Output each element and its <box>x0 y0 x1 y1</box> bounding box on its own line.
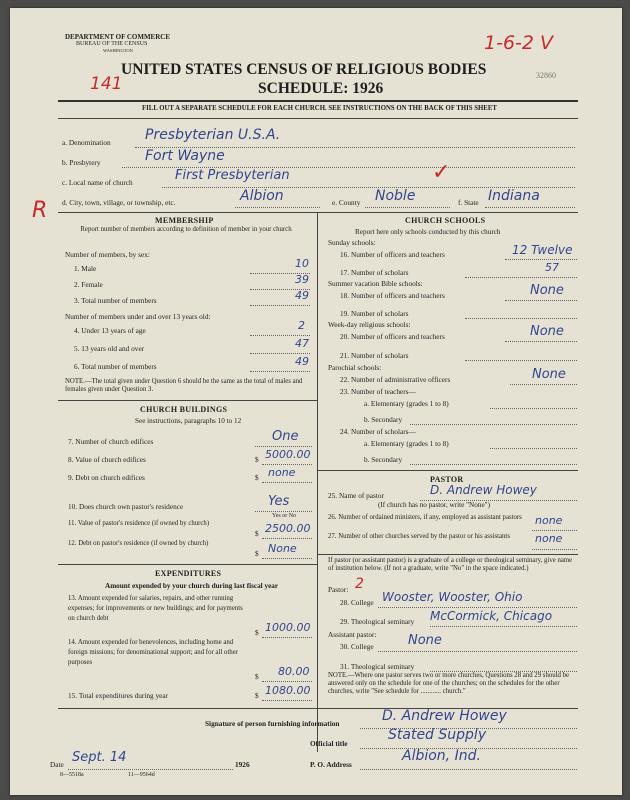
q1-value: 10 <box>295 257 309 270</box>
buildings-subheading: See instructions, paragraphs 10 to 12 <box>135 417 242 425</box>
date-value: Sept. 14 <box>72 750 127 765</box>
schedule-year: SCHEDULE: 1926 <box>258 80 384 97</box>
schools-rule <box>317 470 578 471</box>
q7-value: One <box>272 429 299 444</box>
schools-heading: CHURCH SCHOOLS <box>405 216 486 225</box>
department-heading: DEPARTMENT OF COMMERCE <box>65 33 171 41</box>
q12-value: None <box>268 542 297 555</box>
q23-label: 23. Number of teachers— <box>340 387 416 396</box>
buildings-rule <box>58 564 317 565</box>
instruction-rule <box>58 118 578 119</box>
yes-no-hint: Yes or No <box>272 513 297 519</box>
form-number: 8—5518a <box>60 772 84 778</box>
po-address-line <box>360 769 577 770</box>
q4-value: 2 <box>298 319 305 332</box>
q22-line <box>510 384 577 385</box>
q18-label: 18. Number of officers and teachers <box>340 291 445 300</box>
q29-value: McCormick, Chicago <box>430 609 553 623</box>
q11-value: 2500.00 <box>265 522 311 535</box>
pastor-note: NOTE.—Where one pastor serves two or more churches, Questions 28 and 29 should be answered only on the schedule for one of the churches; on the schedules for the other churches, write "See schedule for ............ church." <box>328 672 570 695</box>
q5-value: 47 <box>295 337 309 350</box>
q8-dollar: $ <box>255 455 259 464</box>
q10-line <box>255 511 312 512</box>
q9-value: none <box>268 466 296 479</box>
print-number: 11—9564d <box>128 772 155 778</box>
q30-line <box>378 651 577 652</box>
q9-dollar: $ <box>255 473 259 482</box>
q22-label: 22. Number of administrative officers <box>340 375 451 384</box>
handwritten-code: 1-6-2 V <box>484 32 554 54</box>
county-line <box>365 207 450 208</box>
q23b-line <box>410 424 577 425</box>
column-divider <box>317 212 318 752</box>
state-value: Indiana <box>488 188 540 204</box>
q3-value: 49 <box>295 289 309 302</box>
presbytery-value: Fort Wayne <box>145 148 225 164</box>
q29-label: 29. Theological seminary <box>340 617 415 626</box>
q12-dollar: $ <box>255 549 259 558</box>
date-year: 1926 <box>235 760 250 769</box>
q23a-label: a. Elementary (grades 1 to 8) <box>364 399 449 408</box>
q15-value: 1080.00 <box>265 684 311 697</box>
pastor-red-mark: 2 <box>355 576 364 592</box>
q11-line <box>262 538 312 539</box>
q15-line <box>262 700 312 701</box>
q27-value: none <box>535 532 563 545</box>
q9-label: 9. Debt on church edifices <box>68 473 145 482</box>
parochial-label: Parochial schools: <box>328 363 382 372</box>
header-rule <box>58 100 578 102</box>
q15-label: 15. Total expenditures during year <box>68 691 169 700</box>
q22-value: None <box>532 367 566 382</box>
q10-value: Yes <box>268 494 290 509</box>
q26-label: 26. Number of ordained ministers, if any, employed as assistant pastors <box>328 514 522 521</box>
po-address-label: P. O. Address <box>310 760 352 769</box>
q11-label: 11. Value of pastor's residence (if owned by church) <box>68 520 210 527</box>
q20-value: None <box>530 324 564 339</box>
q25-value: D. Andrew Howey <box>430 483 537 497</box>
signature-label: Signature of person furnishing information <box>205 719 340 728</box>
q5-label: 5. 13 years old and over <box>74 344 145 353</box>
q6-label: 6. Total number of members <box>74 362 157 371</box>
q3-label: 3. Total number of members <box>74 296 157 305</box>
q25-label: 25. Name of pastor <box>328 491 384 500</box>
q16-value: 12 Twelve <box>512 243 573 257</box>
stamp-number: 32860 <box>536 71 556 80</box>
q25-note: (If church has no pastor, write "None") <box>378 501 490 509</box>
q30-value: None <box>408 633 442 648</box>
local-name-value: First Presbyterian <box>175 168 290 183</box>
q17-value: 57 <box>545 261 559 274</box>
q28-label: 28. College <box>340 598 374 607</box>
q14-line <box>262 681 312 682</box>
membership-heading: MEMBERSHIP <box>155 216 214 225</box>
q12-label: 12. Debt on pastor's residence (if owned by church) <box>68 540 209 547</box>
q5-line <box>250 353 310 354</box>
q13-line <box>262 637 312 638</box>
q8-value: 5000.00 <box>265 448 311 461</box>
q2-value: 39 <box>295 273 309 286</box>
q12-line <box>262 558 312 559</box>
q8-line <box>262 464 312 465</box>
q24a-line <box>490 448 577 449</box>
q31-label: 31. Theological seminary <box>340 662 415 671</box>
q10-label: 10. Does church own pastor's residence <box>68 502 184 511</box>
q14-label: 14. Amount expended for benevolences, including home and foreign missions; for denominational support; and for all other purposes <box>68 639 238 666</box>
handwritten-r: R <box>32 198 48 223</box>
q13-label: 13. Amount expended for salaries, repairs, and other running expenses; for improvements or new buildings; and for payments on church debt <box>68 595 243 622</box>
q13-dollar: $ <box>255 628 259 637</box>
summer-label: Summer vacation Bible schools: <box>328 279 423 288</box>
q30-label: 30. College <box>340 642 374 651</box>
sunday-label: Sunday schools: <box>328 238 376 247</box>
local-name-label: c. Local name of church <box>62 178 133 187</box>
q17-label: 17. Number of scholars <box>340 268 409 277</box>
q14-dollar: $ <box>255 672 259 681</box>
q20-line <box>505 341 577 342</box>
q23b-label: b. Secondary <box>364 415 403 424</box>
q6-line <box>250 371 310 372</box>
schools-subheading: Report here only schools conducted by this church <box>355 228 501 236</box>
pastor-heading: PASTOR <box>430 475 464 484</box>
signature-value: D. Andrew Howey <box>382 708 507 724</box>
q1-label: 1. Male <box>74 264 97 273</box>
city-value: Albion <box>240 188 284 204</box>
city-line <box>235 207 320 208</box>
weekday-label: Week-day religious schools: <box>328 320 411 329</box>
q18-line <box>505 300 577 301</box>
q4-label: 4. Under 13 years of age <box>74 326 146 335</box>
buildings-heading: CHURCH BUILDINGS <box>140 405 228 414</box>
q20-label: 20. Number of officers and teachers <box>340 332 445 341</box>
date-label: Date <box>50 760 64 769</box>
q24a-label: a. Elementary (grades 1 to 8) <box>364 439 449 448</box>
official-title-value: Stated Supply <box>388 727 487 743</box>
q26-value: none <box>535 514 563 527</box>
expenditures-subheading: Amount expended by your church during last fiscal year <box>105 582 279 590</box>
pastor-rule <box>317 554 578 555</box>
age-heading: Number of members under and over 13 years old: <box>65 312 211 321</box>
q17-line <box>465 277 577 278</box>
state-label: f. State <box>458 198 479 207</box>
official-title-label: Official title <box>310 739 348 748</box>
q7-label: 7. Number of church edifices <box>68 437 154 446</box>
membership-subheading: Report number of members according to definition of member in your church <box>80 226 292 233</box>
q28-line <box>378 607 577 608</box>
q23a-line <box>490 408 577 409</box>
presbytery-label: b. Presbytery <box>62 158 101 167</box>
state-line <box>485 207 575 208</box>
by-sex-label: Number of members, by sex: <box>65 250 150 259</box>
q13-value: 1000.00 <box>265 621 311 634</box>
q9-line <box>262 482 312 483</box>
county-value: Noble <box>375 188 416 204</box>
q16-label: 16. Number of officers and teachers <box>340 250 445 259</box>
q8-label: 8. Value of church edifices <box>68 455 146 464</box>
q28-value: Wooster, Wooster, Ohio <box>382 590 523 604</box>
q2-label: 2. Female <box>74 280 103 289</box>
denomination-value: Presbyterian U.S.A. <box>145 127 281 143</box>
q24b-line <box>410 464 577 465</box>
q14-value: 80.00 <box>278 665 310 678</box>
q7-line <box>255 446 312 447</box>
q21-label: 21. Number of scholars <box>340 351 409 360</box>
q26-line <box>532 530 577 531</box>
assistant-label: Assistant pastor: <box>328 630 377 639</box>
q11-dollar: $ <box>255 529 259 538</box>
q15-dollar: $ <box>255 691 259 700</box>
bureau-heading: BUREAU OF THE CENSUS <box>76 41 148 47</box>
pastor-label: Pastor: <box>328 585 349 594</box>
county-label: e. County <box>332 198 361 207</box>
q27-line <box>532 549 577 550</box>
handwritten-number: 141 <box>90 74 123 94</box>
q4-line <box>250 335 310 336</box>
census-schedule-sheet <box>10 8 622 795</box>
q24-label: 24. Number of scholars— <box>340 427 416 436</box>
q3-line <box>250 305 310 306</box>
red-check-mark: ✓ <box>432 160 451 185</box>
membership-rule <box>58 400 317 401</box>
q29-line <box>430 626 577 627</box>
denomination-label: a. Denomination <box>62 138 111 147</box>
city-label: d. City, town, village, or township, etc. <box>62 198 176 207</box>
q24b-label: b. Secondary <box>364 455 403 464</box>
city-heading: WASHINGTON <box>103 48 133 53</box>
q6-value: 49 <box>295 355 309 368</box>
q27-label: 27. Number of other churches served by the pastor or his assistants <box>328 533 510 540</box>
q21-line <box>465 360 577 361</box>
q18-value: None <box>530 283 564 298</box>
expenditures-heading: EXPENDITURES <box>155 569 222 578</box>
date-line <box>68 769 233 770</box>
membership-note: NOTE.—The total given under Question 6 should be the same as the total of males and females given under Question 3. <box>65 378 303 393</box>
po-address-value: Albion, Ind. <box>402 748 481 764</box>
graduate-instruction: If pastor (or assistant pastor) is a graduate of a college or theological seminary, give name of institution below. (If not a graduate, write "No" in the space indicated.) <box>328 557 573 572</box>
q16-line <box>505 259 577 260</box>
fields-rule <box>58 212 578 213</box>
q19-line <box>465 318 577 319</box>
form-title: UNITED STATES CENSUS OF RELIGIOUS BODIES <box>121 61 487 78</box>
q19-label: 19. Number of scholars <box>340 309 409 318</box>
instruction-line: FILL OUT A SEPARATE SCHEDULE FOR EACH CHURCH. SEE INSTRUCTIONS ON THE BACK OF THIS SHEET <box>142 105 497 112</box>
